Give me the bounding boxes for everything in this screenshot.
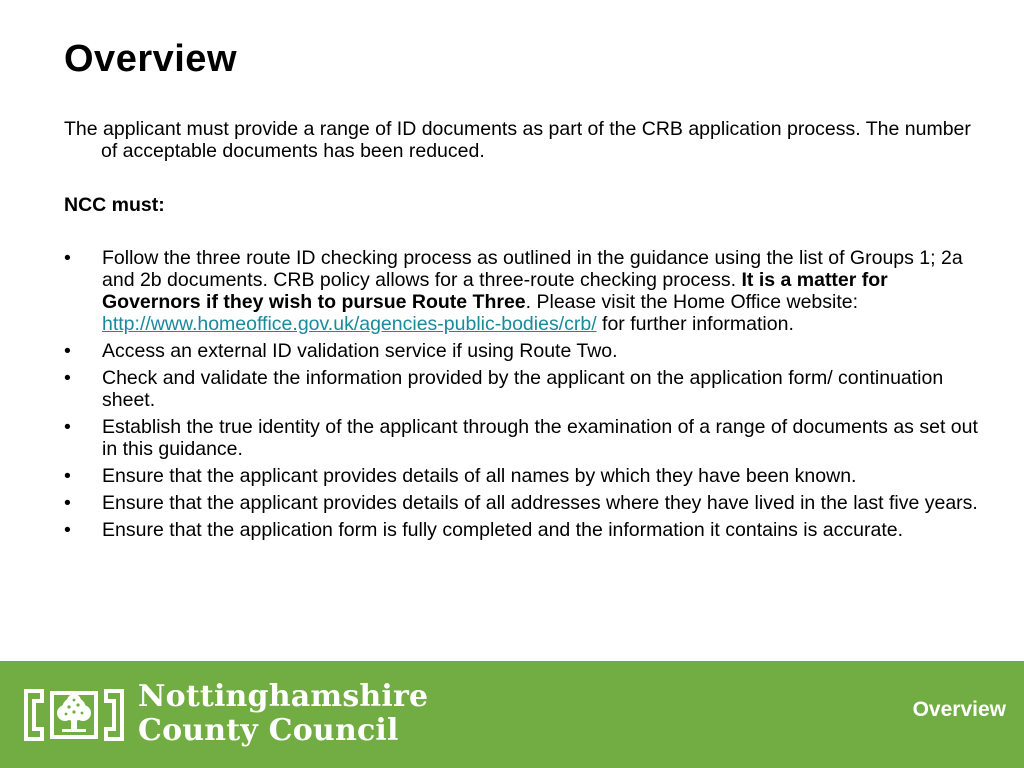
bullet-icon: • [64, 465, 71, 487]
home-office-link[interactable]: http://www.homeoffice.gov.uk/agencies-public-bodies/crb/ [102, 313, 597, 335]
item-text: Access an external ID validation service if using Route Two. [102, 340, 618, 362]
slide-title: Overview [64, 38, 237, 80]
item-text: Follow the three route ID checking process as outlined in the guidance using the list of Groups 1; 2a and 2b documents. CRB policy allows for a three-route checking process. [102, 247, 963, 291]
list-item [64, 519, 984, 541]
footer-section-label: Overview [912, 698, 1006, 721]
requirements-list [64, 247, 984, 541]
item-bold-text: It is a matter for Governors if they wish to pursue Route Three [102, 269, 888, 313]
org-name-line2: County Council [138, 713, 399, 748]
intro-paragraph: The applicant must provide a range of ID documents as part of the CRB application process. The number of acceptable documents has been reduced. [64, 118, 971, 162]
item-text: Ensure that the application form is fully completed and the information it contains is accurate. [102, 519, 904, 541]
org-name-line1: Nottinghamshire [138, 679, 429, 714]
list-item [64, 416, 984, 460]
ncc-heading: NCC must: [64, 194, 165, 216]
bullet-icon: • [64, 367, 71, 389]
item-text: Check and validate the information provided by the applicant on the application form/ continuation sheet. [102, 367, 944, 411]
bullet-icon: • [64, 247, 71, 269]
list-item [64, 247, 984, 335]
list-item [64, 340, 984, 362]
item-text: Establish the true identity of the applicant through the examination of a range of documents as set out in this guidance. [102, 416, 978, 460]
list-item [64, 367, 984, 411]
bullet-icon: • [64, 492, 71, 514]
footer-bar [0, 661, 1024, 768]
list-item [64, 465, 984, 487]
tree-logo-icon [22, 683, 126, 747]
bullet-icon: • [64, 416, 71, 438]
bullet-icon: • [64, 519, 71, 541]
slide-body [64, 118, 984, 546]
bullet-icon: • [64, 340, 71, 362]
organisation-name [138, 680, 428, 748]
item-text: . Please visit the Home Office website: [525, 291, 859, 313]
list-item [64, 492, 984, 514]
item-text: Ensure that the applicant provides details of all names by which they have been known. [102, 465, 857, 487]
item-text: for further information. [596, 313, 794, 335]
item-text: Ensure that the applicant provides details of all addresses where they have lived in the last five years. [102, 492, 978, 514]
